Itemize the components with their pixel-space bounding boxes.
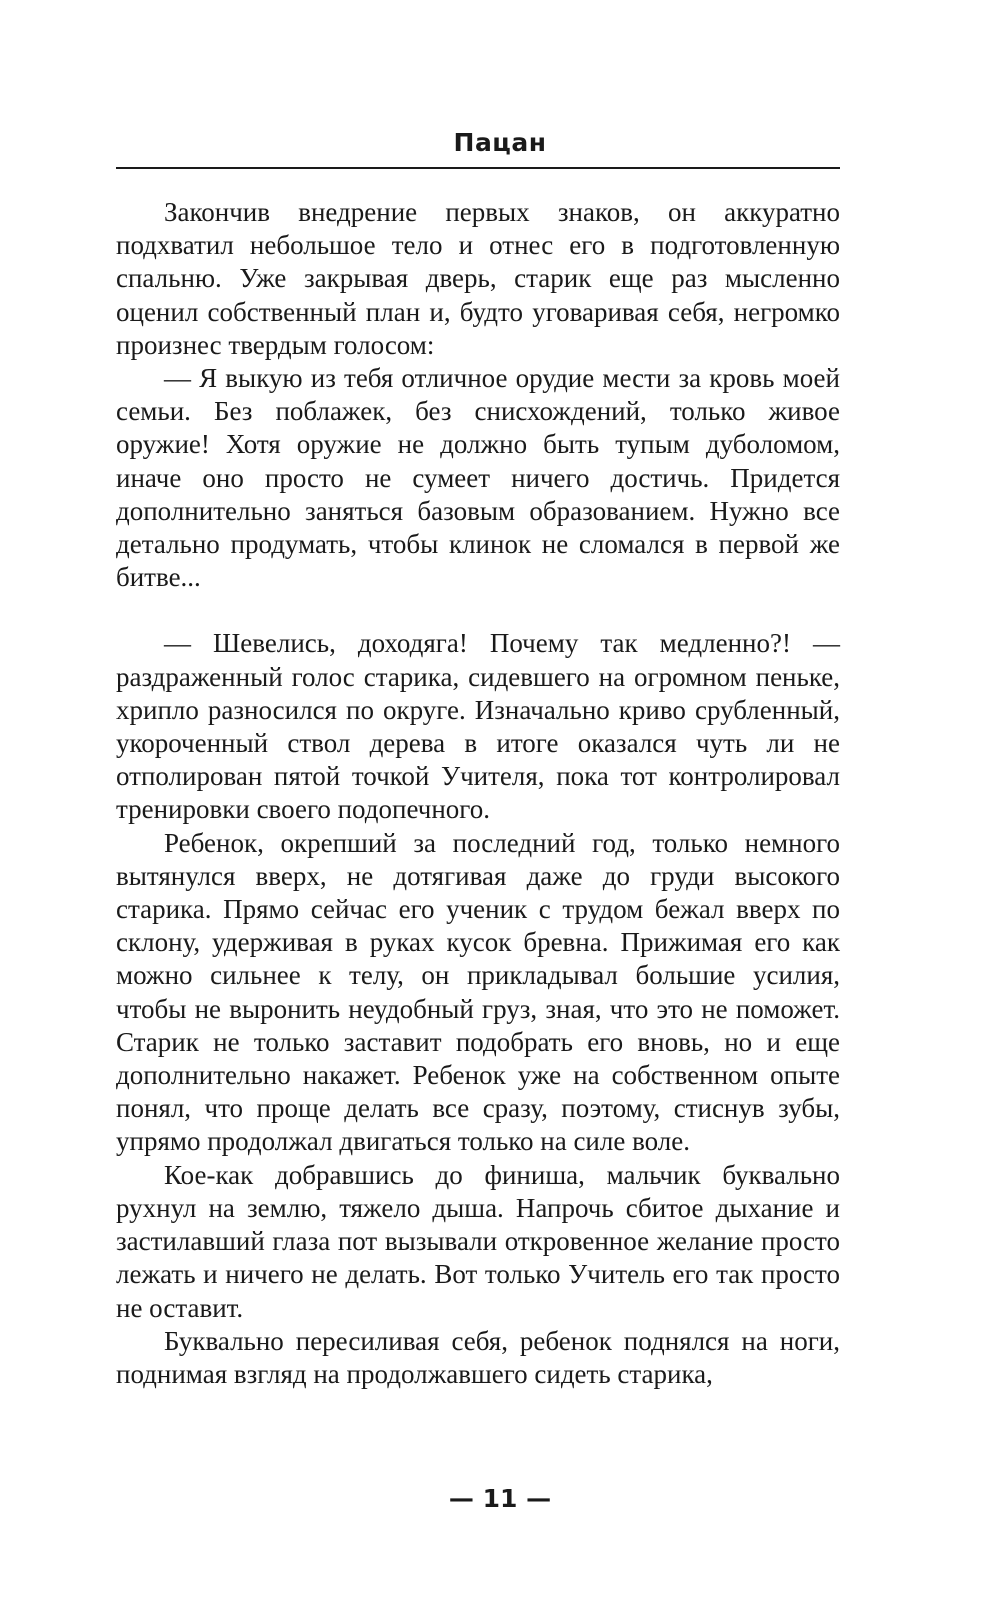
paragraph: — Шевелись, доходяга! Почему так медленно?! — раздраженный голос старика, сидевшего на огромном пеньке, хрипло разносился по округе. Изначально криво срубленный, укороченный ствол дерева в итоге оказался чуть ли не отполирован пятой точкой Учителя, пока тот контролировал тренировки своего подопечного. bbox=[116, 628, 840, 825]
running-head-title: Пацан bbox=[453, 128, 547, 157]
scene-break bbox=[116, 594, 840, 627]
paragraph: — Я выкую из тебя отличное орудие мести за кровь моей семьи. Без поблажек, без снисхождений, только живое оружие! Хотя оружие не должно быть тупым дуболомом, иначе оно просто не сумеет ничего достичь. Придется дополнительно заняться базовым образованием. Нужно все детально продумать, чтобы клинок не сломался в первой же битве... bbox=[116, 363, 840, 593]
header-divider bbox=[116, 167, 840, 169]
paragraph: Кое-как добравшись до финиша, мальчик буквально рухнул на землю, тяжело дыша. Напрочь сбитое дыхание и застилавший глаза пот вызывали откровенное желание просто лежать и ничего не делать. Вот только Учитель его так просто не оставит. bbox=[116, 1159, 840, 1323]
paragraph: Ребенок, окрепший за последний год, только немного вытянулся вверх, не дотягивая даже до груди высокого старика. Прямо сейчас его ученик с трудом бежал вверх по склону, удерживая в руках кусок бревна. Прижимая его как можно сильнее к телу, он прикладывал большие усилия, чтобы не выронить неудобный груз, зная, что это не поможет. Старик не только заставит подобрать его вновь, но и еще дополнительно накажет. Ребенок уже на собственном опыте понял, что проще делать все сразу, поэтому, стиснув зубы, упрямо продолжал двигаться только на силе воле. bbox=[116, 827, 840, 1157]
paragraph: Закончив внедрение первых знаков, он аккуратно подхватил небольшое тело и отнес его в подготовленную спальню. Уже закрывая дверь, старик еще раз мысленно оценил собственный план и, будто уговаривая себя, негромко произнес твердым голосом: bbox=[116, 197, 840, 360]
body-text bbox=[116, 196, 840, 1391]
page-number: — 11 — bbox=[448, 1484, 552, 1513]
paragraph: Буквально пересиливая себя, ребенок поднялся на ноги, поднимая взгляд на продолжавшего сидеть старика, bbox=[116, 1325, 840, 1389]
